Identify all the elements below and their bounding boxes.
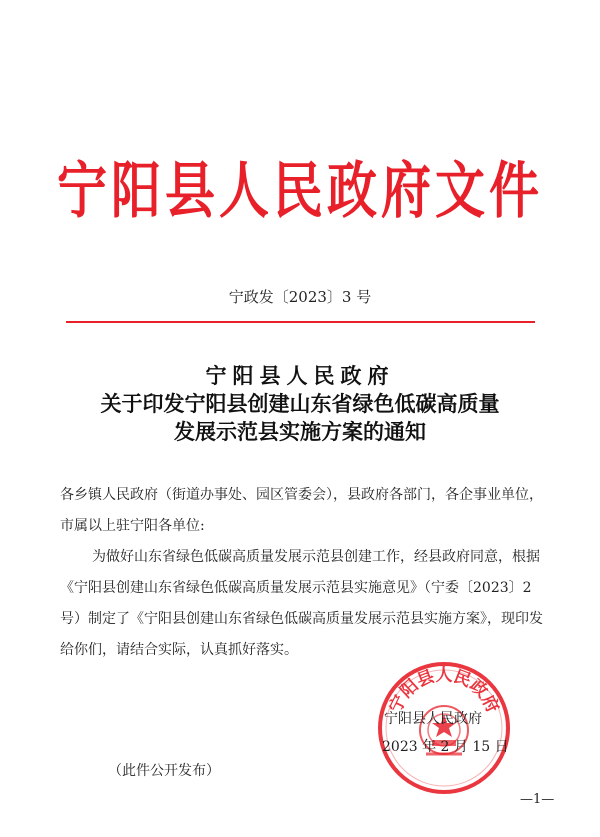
official-seal: [374, 658, 514, 798]
notice-title-issuer: 宁阳县人民政府: [205, 363, 395, 388]
signature-issuer: 宁阳县人民政府: [384, 711, 482, 727]
svg-text:宁阳县人民政府: 宁阳县人民政府: [385, 665, 503, 717]
notice-body: [60, 480, 545, 666]
document-number: 宁政发〔2023〕3 号: [228, 288, 372, 306]
publish-note: （此件公开发布）: [108, 763, 220, 779]
body-paragraph: 为做好山东省绿色低碳高质量发展示范县创建工作，经县政府同意，根据《宁阳县创建山东省绿色低碳高质量发展示范县实施意见》（宁委〔2023〕2 号）制定了《宁阳县创建山东省绿色低碳高质量发展示范县实施方案》，现印发给你们，请结合实际，认真抓好落实。: [60, 549, 543, 658]
notice-title-line-2: 发展示范县实施方案的通知: [174, 419, 426, 444]
header-red-rule: [66, 321, 535, 323]
salutation: 各乡镇人民政府（街道办事处、园区管委会），县政府各部门，各企事业单位，市属以上驻宁阳各单位:: [60, 487, 543, 534]
page-number: —1—: [520, 792, 555, 807]
notice-title-line-1: 关于印发宁阳县创建山东省绿色低碳高质量: [100, 391, 500, 416]
notice-title: [0, 362, 600, 446]
signature-date: 2023 年 2 月 15 日: [382, 739, 509, 755]
document-header-title: 宁阳县人民政府文件: [57, 155, 543, 227]
